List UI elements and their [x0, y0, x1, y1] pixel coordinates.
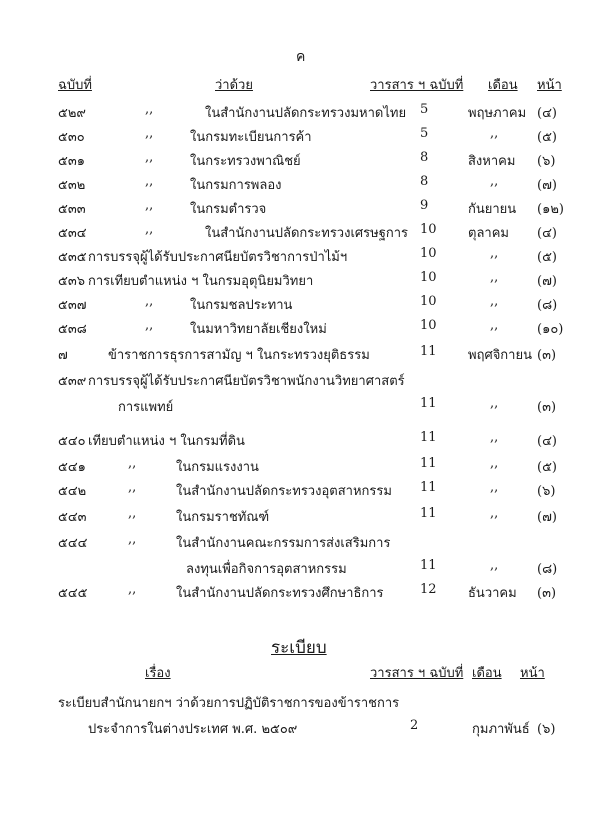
- row-subject: ในกรมชลประทาน: [190, 298, 293, 313]
- row-number: ๕๔๒: [58, 484, 87, 499]
- table-row: [0, 344, 600, 366]
- row-month: ,,: [490, 126, 499, 141]
- row-ditto: ,,: [145, 174, 154, 189]
- row-number: ๕๓๒: [58, 178, 86, 193]
- row-issue: 11: [420, 480, 437, 495]
- row-page: (๖): [537, 154, 556, 169]
- row-ditto: ,,: [145, 198, 154, 213]
- row-subject: ในสำนักงานปลัดกระทรวงศึกษาธิการ: [176, 586, 384, 601]
- row-page: (๕): [537, 250, 557, 265]
- row-issue: 9: [420, 198, 429, 213]
- section2-month: กุมภาพันธ์: [472, 722, 530, 737]
- row-page: (๔): [537, 434, 557, 449]
- table-row: [0, 456, 600, 478]
- row-page: (๓): [537, 400, 557, 415]
- row-issue: 10: [420, 222, 437, 237]
- row-number: ๕๓๔: [58, 226, 87, 241]
- row-subject: การบรรจุผู้ได้รับประกาศนียบัตรวิชาพนักงานวิทยาศาสตร์: [88, 374, 405, 389]
- row-issue: 12: [420, 582, 437, 597]
- row-subject: ข้าราชการธุรการสามัญ ฯ ในกระทรวงยุติธรรม: [108, 348, 370, 363]
- row-number: ๕๔๔: [58, 536, 88, 551]
- row-number: ๕๔๐: [58, 434, 86, 449]
- row-number: ๕๓๗: [58, 298, 87, 313]
- header-month: เดือน: [488, 78, 518, 93]
- row-subject: ในกรมราชทัณฑ์: [176, 510, 270, 525]
- row-number: ๕๓๙: [58, 374, 87, 389]
- row-ditto: ,,: [128, 456, 137, 471]
- row-ditto: ,,: [145, 126, 154, 141]
- row-month: ,,: [490, 456, 499, 471]
- row-issue: 11: [420, 430, 437, 445]
- row-page: (๔): [537, 106, 557, 121]
- row-page: (๘): [537, 298, 558, 313]
- row-issue: 5: [420, 126, 429, 141]
- row-page: (๕): [537, 460, 557, 475]
- table-row: [0, 396, 600, 418]
- row-issue: 11: [420, 344, 437, 359]
- row-subject: ในกรมทะเบียนการค้า: [190, 130, 312, 145]
- row-month: ,,: [490, 396, 499, 411]
- row-issue: 8: [420, 150, 429, 165]
- row-page: (๔): [537, 226, 557, 241]
- row-subject: ในสำนักงานคณะกรรมการส่งเสริมการ: [176, 536, 391, 551]
- section2-page: (๖): [537, 722, 556, 737]
- row-page: (๑๐): [537, 322, 564, 337]
- table-row: [0, 532, 600, 554]
- row-number: ๕๓๖: [58, 274, 85, 289]
- row-page: (๗): [537, 274, 557, 289]
- row-issue: 5: [420, 102, 429, 117]
- row-issue: 11: [420, 558, 437, 573]
- row-subject: การแพทย์: [118, 400, 174, 415]
- table-row: [0, 430, 600, 452]
- row-ditto: ,,: [128, 480, 137, 495]
- table-row: [0, 480, 600, 502]
- row-ditto: ,,: [128, 506, 137, 521]
- row-ditto: ,,: [145, 102, 154, 117]
- row-month: ,,: [490, 318, 499, 333]
- row-month: พฤษภาคม: [468, 106, 527, 121]
- section2-header-subject: เรื่อง: [145, 666, 171, 681]
- row-issue: 10: [420, 246, 437, 261]
- row-issue: 8: [420, 174, 429, 189]
- row-month: ตุลาคม: [468, 226, 509, 241]
- row-number: ๗: [58, 348, 68, 363]
- header-no: ฉบับที่: [58, 78, 92, 93]
- row-issue: 11: [420, 506, 437, 521]
- table-row: [0, 102, 600, 124]
- section2-header-issue: วารสาร ฯ ฉบับที่: [370, 666, 464, 681]
- row-subject: การเทียบตำแหน่ง ฯ ในกรมอุตุนิยมวิทยา: [88, 274, 314, 289]
- table-row: [0, 246, 600, 268]
- row-subject: เทียบตำแหน่ง ฯ ในกรมที่ดิน: [88, 434, 245, 449]
- row-issue: 11: [420, 396, 437, 411]
- row-number: ๕๒๙: [58, 106, 86, 121]
- row-page: (๓): [537, 586, 557, 601]
- row-month: ,,: [490, 480, 499, 495]
- row-page: (๓): [537, 348, 557, 363]
- row-issue: 10: [420, 294, 437, 309]
- row-issue: 10: [420, 318, 437, 333]
- row-subject: ในกรมการพลอง: [190, 178, 282, 193]
- section2-header-page: หน้า: [520, 666, 545, 681]
- row-page: (๗): [537, 178, 557, 193]
- table-row: [0, 126, 600, 148]
- row-subject: ในสำนักงานปลัดกระทรวงเศรษฐการ: [205, 226, 409, 241]
- row-issue: 10: [420, 270, 437, 285]
- row-number: ๕๓๑: [58, 154, 85, 169]
- header-subject: ว่าด้วย: [215, 78, 253, 93]
- table-row: [0, 558, 600, 580]
- table-row: [0, 222, 600, 244]
- row-page: (๕): [537, 130, 557, 145]
- row-month: ,,: [490, 270, 499, 285]
- table-row: [0, 150, 600, 172]
- page-letter: ค: [296, 49, 306, 65]
- table-row: [0, 294, 600, 316]
- section-title: ระเบียบ: [271, 638, 327, 658]
- row-ditto: ,,: [145, 222, 154, 237]
- row-number: ๕๓๘: [58, 322, 87, 337]
- row-subject: ในกรมแรงงาน: [176, 460, 259, 475]
- section2-issue: 2: [410, 718, 419, 733]
- row-page: (๖): [537, 484, 556, 499]
- row-number: ๕๓๓: [58, 202, 86, 217]
- row-subject: ในกระทรวงพาณิชย์: [190, 154, 301, 169]
- row-number: ๕๓๐: [58, 130, 85, 145]
- row-issue: 11: [420, 456, 437, 471]
- row-month: ,,: [490, 430, 499, 445]
- table-row: [0, 506, 600, 528]
- row-number: ๕๔๓: [58, 510, 87, 525]
- row-page: (๑๒): [537, 202, 564, 217]
- row-ditto: ,,: [145, 294, 154, 309]
- row-month: ธันวาคม: [468, 586, 517, 601]
- header-issue: วารสาร ฯ ฉบับที่: [370, 78, 464, 93]
- table-row: [0, 270, 600, 292]
- table-row: [0, 370, 600, 392]
- row-subject: ลงทุนเพื่อกิจการอุตสาหกรรม: [186, 562, 347, 577]
- row-ditto: ,,: [128, 532, 137, 547]
- row-number: ๕๓๕: [58, 250, 87, 265]
- row-month: พฤศจิกายน: [468, 348, 532, 363]
- row-number: ๕๔๕: [58, 586, 88, 601]
- row-month: ,,: [490, 294, 499, 309]
- row-subject: ในสำนักงานปลัดกระทรวงมหาดไทย: [205, 106, 407, 121]
- row-ditto: ,,: [145, 318, 154, 333]
- row-subject: ในสำนักงานปลัดกระทรวงอุตสาหกรรม: [176, 484, 392, 499]
- row-month: กันยายน: [468, 202, 517, 217]
- row-page: (๘): [537, 562, 558, 577]
- section2-line1: ระเบียบสำนักนายกฯ ว่าด้วยการปฏิบัติราชการของข้าราชการ: [58, 696, 400, 711]
- row-subject: การบรรจุผู้ได้รับประกาศนียบัตรวิชาการป่าไม้ฯ: [88, 250, 348, 265]
- table-row: [0, 198, 600, 220]
- table-row: [0, 582, 600, 604]
- row-ditto: ,,: [145, 150, 154, 165]
- row-month: ,,: [490, 246, 499, 261]
- row-ditto: ,,: [128, 582, 137, 597]
- row-subject: ในมหาวิทยาลัยเชียงใหม่: [190, 322, 327, 337]
- row-page: (๗): [537, 510, 557, 525]
- section2-header-month: เดือน: [472, 666, 502, 681]
- table-row: [0, 174, 600, 196]
- row-month: ,,: [490, 506, 499, 521]
- section2-line2: ประจำการในต่างประเทศ พ.ศ. ๒๕๐๙: [88, 722, 298, 737]
- row-month: ,,: [490, 174, 499, 189]
- row-number: ๕๔๑: [58, 460, 86, 475]
- row-month: ,,: [490, 558, 499, 573]
- row-subject: ในกรมตำรวจ: [190, 202, 267, 217]
- header-page: หน้า: [537, 78, 562, 93]
- row-month: สิงหาคม: [468, 154, 516, 169]
- table-row: [0, 318, 600, 340]
